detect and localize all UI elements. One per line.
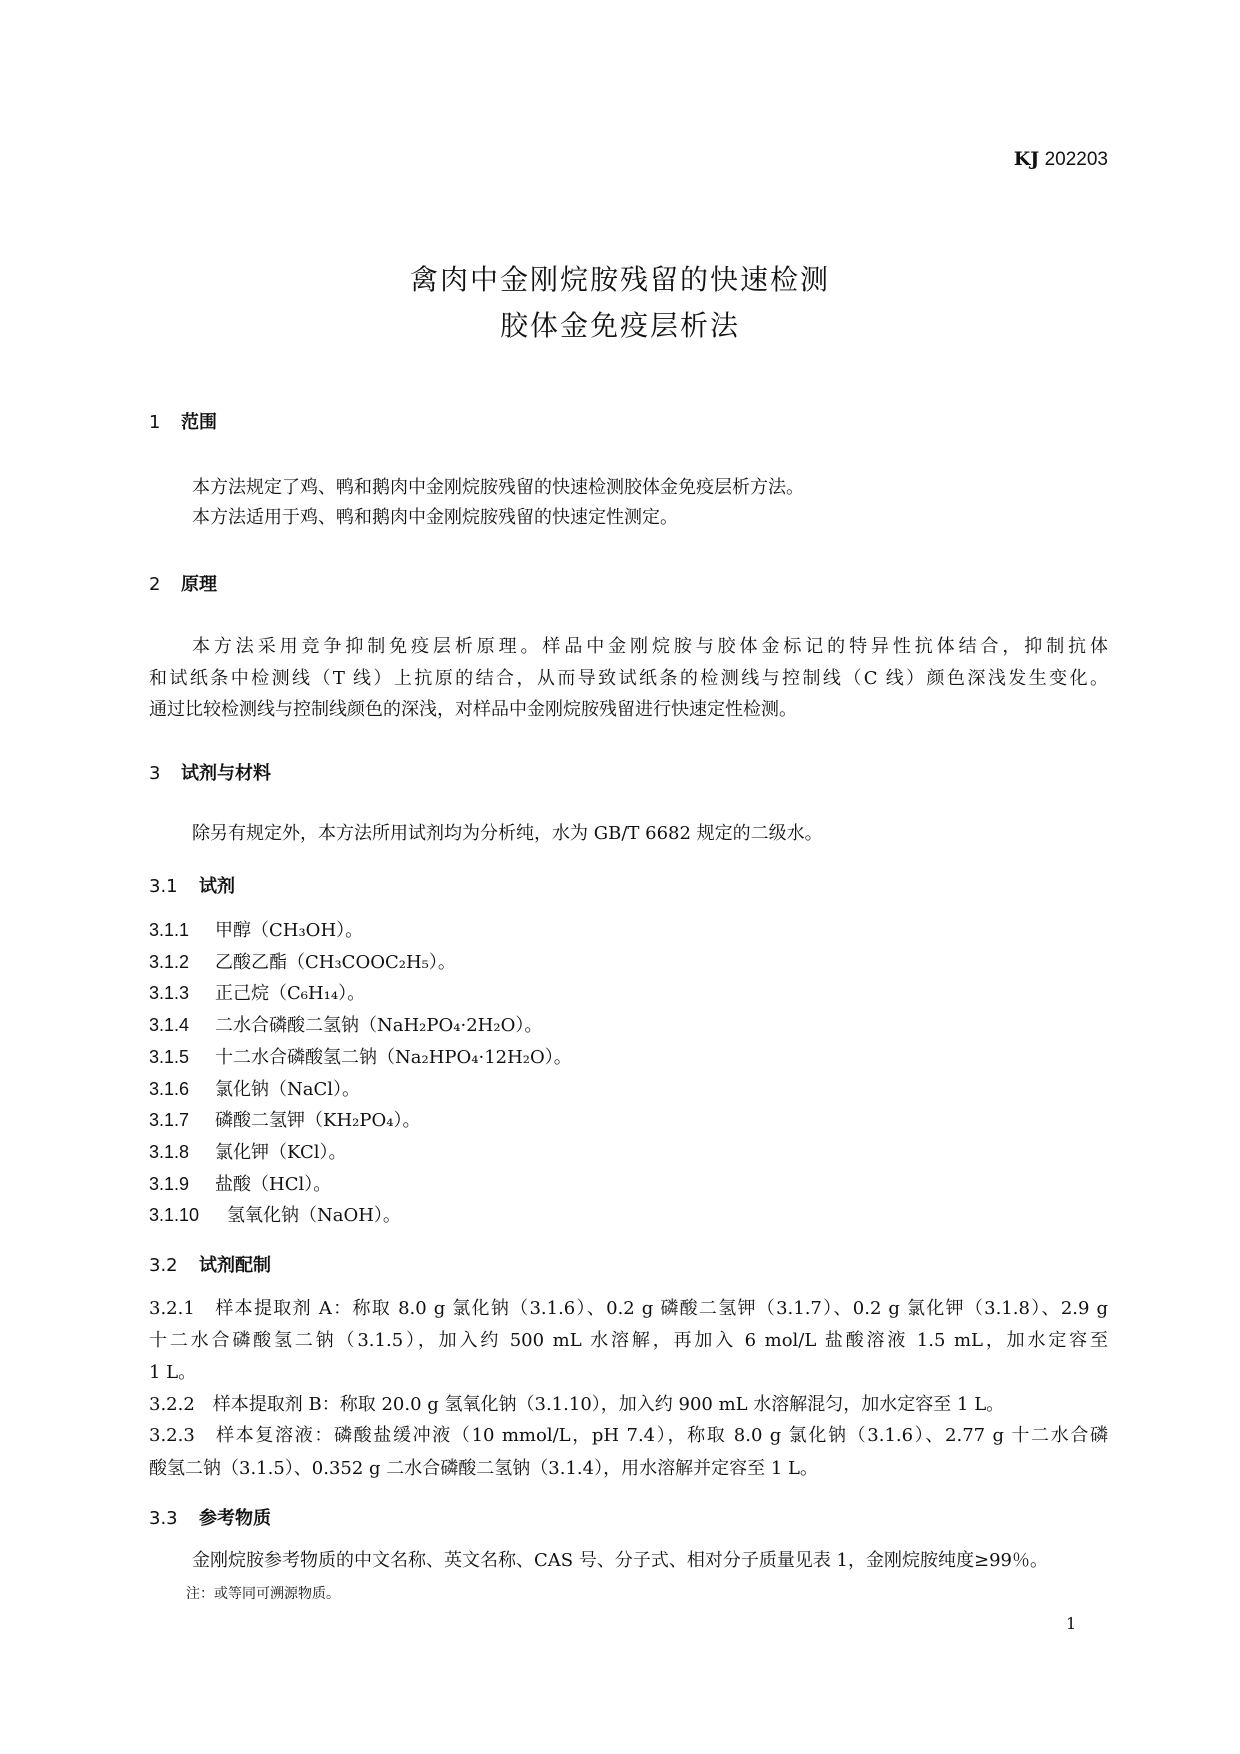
paragraph-line: 十二水合磷酸氢二钠（3.1.5），加入约 500 mL 水溶解，再加入 6 mol/L 盐酸溶液 1.5 mL，加水定容至 [149,1330,1108,1351]
standard-number: KJ 202203 [1013,148,1108,170]
document-title-line2: 胶体金免疫层析法 [499,309,740,342]
paragraph-line: 酸氢二钠（3.1.5）、0.352 g 二水合磷酸二氢钠（3.1.4），用水溶解并定容至 1 L。 [149,1458,818,1479]
paragraph-line: 本方法适用于鸡、鸭和鹅肉中金刚烷胺残留的快速定性测定。 [192,507,678,528]
section-3-2-heading: 3.2 试剂配制 [149,1255,271,1276]
paragraph-line: 3.2.3 样本复溶液：磷酸盐缓冲液（10 mmol/L，pH 7.4），称取 8.0 g 氯化钠（3.1.6）、2.77 g 十二水合磷 [149,1425,1108,1446]
reagent-item: 3.1.4 二水合磷酸二氢钠（NaH₂PO₄·2H₂O）。 [149,1015,543,1037]
section-3-1-heading: 3.1 试剂 [149,876,235,897]
note: 注：或等同可溯源物质。 [186,1586,340,1602]
paragraph-line: 金刚烷胺参考物质的中文名称、英文名称、CAS 号、分子式、相对分子质量见表 1，金刚烷胺纯度≥99％。 [192,1550,1048,1571]
reagent-item: 3.1.10 氢氧化钠（NaOH）。 [149,1205,401,1227]
paragraph-line: 本方法采用竞争抑制免疫层析原理。样品中金刚烷胺与胶体金标记的特异性抗体结合，抑制抗体 [192,636,1108,657]
reagent-item: 3.1.2 乙酸乙酯（CH₃COOC₂H₅）。 [149,951,456,973]
paragraph-line: 1 L。 [149,1362,197,1383]
reagent-item: 3.1.5 十二水合磷酸氢二钠（Na₂HPO₄·12H₂O）。 [149,1046,572,1068]
paragraph-line: 3.2.2 样本提取剂 B：称取 20.0 g 氢氧化钠（3.1.10），加入约 900 mL 水溶解混匀，加水定容至 1 L。 [149,1394,1005,1415]
reagent-item: 3.1.7 磷酸二氢钾（KH₂PO₄）。 [149,1110,421,1132]
section-1-heading: 1 范围 [149,412,217,433]
reagent-item: 3.1.1 甲醇（CH₃OH）。 [149,920,364,941]
section-3-3-heading: 3.3 参考物质 [149,1508,271,1529]
page-number: 1 [1066,1614,1077,1633]
section-3-heading: 3 试剂与材料 [149,763,271,784]
reagent-item: 3.1.9 盐酸（HCl）。 [149,1173,332,1195]
reagent-item: 3.1.6 氯化钠（NaCl）。 [149,1078,361,1100]
paragraph-line: 通过比较检测线与控制线颜色的深浅，对样品中金刚烷胺残留进行快速定性检测。 [149,699,797,720]
paragraph-line: 3.2.1 样本提取剂 A：称取 8.0 g 氯化钠（3.1.6）、0.2 g 磷酸二氢钾（3.1.7）、0.2 g 氯化钾（3.1.8）、2.9 g [149,1298,1108,1319]
reagent-item: 3.1.8 氯化钾（KCl）。 [149,1141,347,1163]
section-2-heading: 2 原理 [149,574,217,595]
reagent-item: 3.1.3 正己烷（C₆H₁₄）。 [149,983,366,1005]
paragraph-line: 除另有规定外，本方法所用试剂均为分析纯，水为 GB/T 6682 规定的二级水。 [192,823,823,844]
document-title-line1: 禽肉中金刚烷胺残留的快速检测 [409,263,830,296]
paragraph-line: 和试纸条中检测线（T 线）上抗原的结合，从而导致试纸条的检测线与控制线（C 线）颜色深浅发生变化。 [149,668,1108,689]
paragraph-line: 本方法规定了鸡、鸭和鹅肉中金刚烷胺残留的快速检测胶体金免疫层析方法。 [192,477,804,498]
